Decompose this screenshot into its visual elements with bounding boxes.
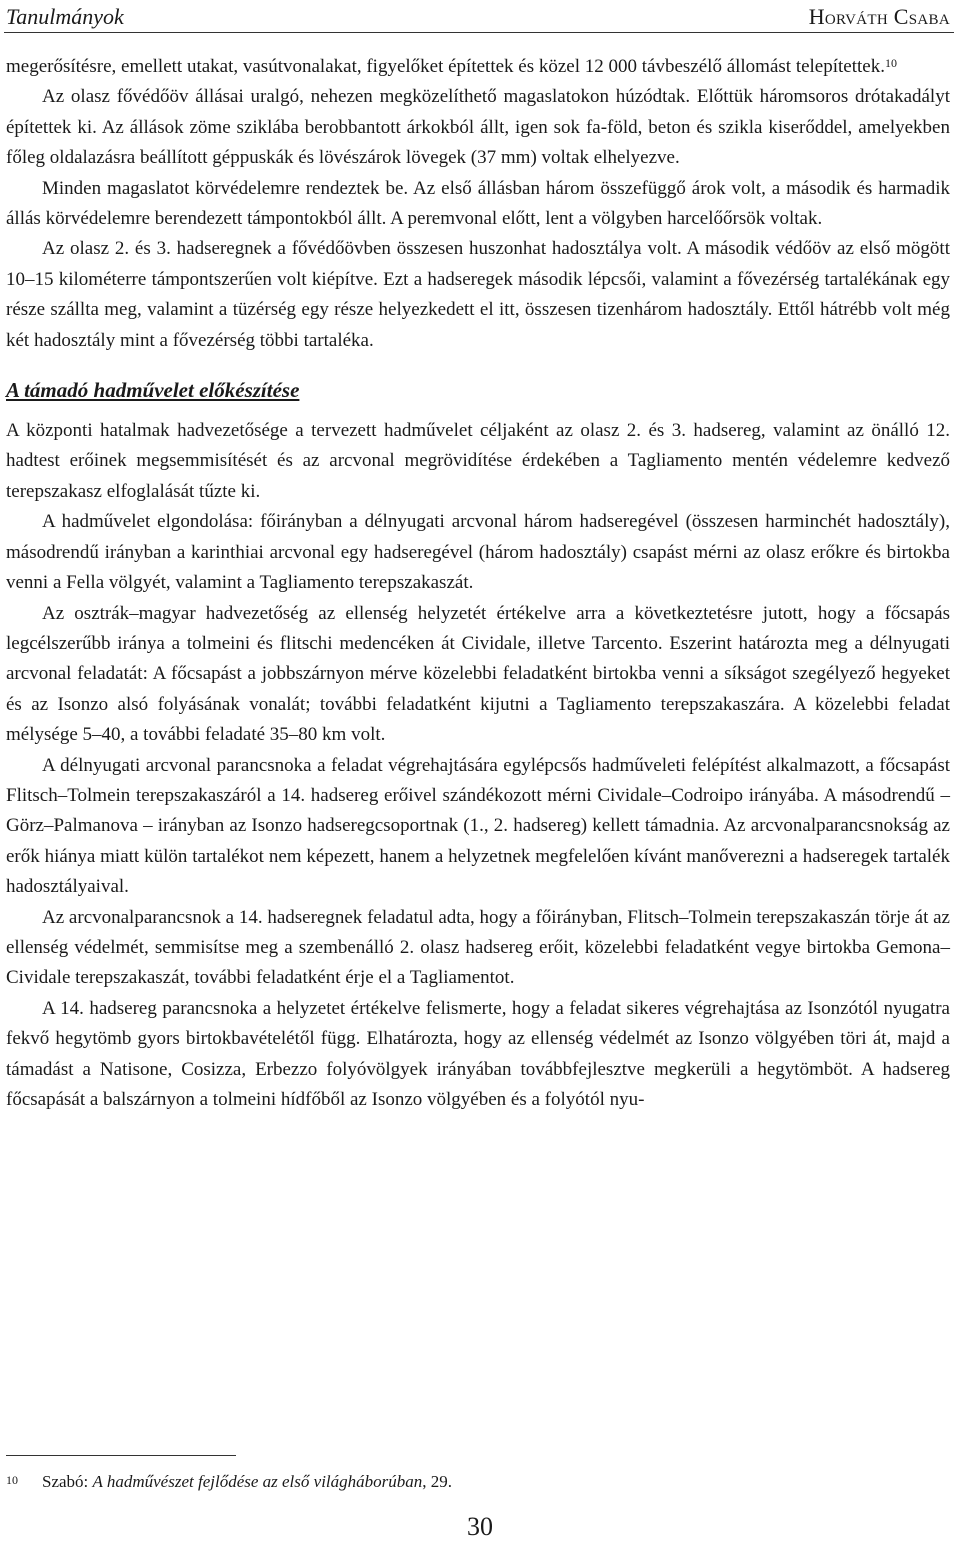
running-head-author: Horváth Csaba [808,4,950,29]
paragraph: Az arcvonalparancsnok a 14. hadseregnek feladatul adta, hogy a főirányban, Flitsch–Tolmein terepszakaszán törje át az ellenség védelmét, semmisítse meg a szembenálló 2. olasz hadsereg erőit, közelebbi feladatként vegye birtokba Gemona–Cividale terepszakaszát, további feladatként érje el a Tagliamentot. [6,906,950,989]
page-number: 30 [467,1512,493,1541]
footnote-page: , 29. [422,1472,453,1491]
footnote-author: Szabó: [42,1472,93,1491]
running-head [6,0,950,30]
paragraph: Az olasz fővédőöv állásai uralgó, nehezen megközelíthető magaslatokon húzódtak. Előttük háromsoros drótakadályt építettek ki. Az állások zöme sziklába berobbantott árkokból állt, igen sok fa-föld, beton és szikla kiserőddel, amelyekben főleg oldalazásra beállított géppuskák és lövészárok lövegek (37 mm) voltak elhelyezve. [6,86,950,169]
footnote [6,1470,906,1494]
paragraph [6,52,950,82]
paragraph: A délnyugati arcvonal parancsnoka a feladat végrehajtására egylépcsős hadműveleti felépítést alkalmazott, a főcsapást Flitsch–Tolmein terepszakaszáról a 14. hadsereg erőivel szándékozott mérni Cividale–Codroipo irányába. A másodrendű – Görz–Palmanova – irányban az Isonzo hadseregcsoportnak (1., 2. hadsereg) kellett támadnia. Az arcvonalparancsnokság az erők hiánya miatt külön tartalékot nem képezett, hanem a helyzetnek megfelelően kívánt manőverezni a hadseregek tartalék hadosztályaival. [6,754,950,898]
footnote-text [42,1470,452,1494]
paragraph: Az osztrák–magyar hadvezetőség az ellenség helyzetét értékelve arra a következtetésre jutott, hogy a főcsapás legcélszerűbb iránya a tolmeini és flitschi medencéken át Cividale, illetve Tarcento. Eszerint határozta meg a délnyugati arcvonal feladatát: A főcsapást a jobbszárnyon mérve közelebbi feladatként birtokba venni a síkságot szegélyező hegyeket és az Isonzo alsó folyásának vonalát; további feladatként kijutni a Tagliamento terepszakaszára. A közelebbi feladat mélysége 5–40, a további feladaté 35–80 km volt. [6,602,950,746]
section-heading: A támadó hadművelet előkészítése [6,378,300,403]
paragraph: Az olasz 2. és 3. hadseregnek a fővédőövben összesen huszonhat hadosztálya volt. A második védőöv az első mögött 10–15 kilométerre támpontszerűen volt kiépítve. Ezt a hadseregek második lépcsői, valamint a fővezérség tartalékának egy része szállta meg, valamint a tüzérség egy része helyezkedett el itt, összesen tizenhárom hadosztály. Ettől hátrébb volt még két hadosztály mint a fővezérség többi tartaléka. [6,238,950,351]
paragraph-text: megerősítésre, emellett utakat, vasútvonalakat, figyelőket építettek és közel 12 000 távbeszélő állomást telepítettek. [6,56,885,77]
paragraph: Minden magaslatot körvédelemre rendeztek be. Az első állásban három összefüggő árok volt, a második és harmadik állás körvédelemre berendezett támpontokból állt. A peremvonal előtt, lent a völgyben harcelőőrsök voltak. [6,177,950,230]
footnote-number: 10 [6,1473,18,1487]
running-head-section: Tanulmányok [6,4,124,29]
body-text [6,52,950,1115]
header-rule [4,32,954,33]
paragraph: A központi hatalmak hadvezetősége a tervezett hadművelet céljaként az olasz 2. és 3. hadsereg, valamint az önálló 12. hadtest erőinek megsemmisítését és az arcvonal megrövidítése érdekében a Tagliamento mentén védelemre kedvező terepszakasz elfoglalását tűzte ki. [6,420,950,502]
footnote-title: A hadművészet fejlődése az első világháborúban [92,1472,423,1491]
footnote-reference[interactable]: 10 [884,56,897,70]
footnote-rule [6,1455,236,1456]
paragraph: A 14. hadsereg parancsnoka a helyzetet értékelve felismerte, hogy a feladat sikeres végrehajtása az Isonzótól nyugatra fekvő hegytömb gyors birtokbavételétől függ. Elhatározta, hogy az ellenség védelmét az Isonzo völgyében töri át, majd a támadást a Natisone, Cosizza, Erbezzo folyóvölgyek irányában továbbfejlesztve megkerüli a hegytömböt. A hadsereg főcsapását a balszárnyon a tolmeini hídfőből az Isonzo völgyében és a folyótól nyu- [6,997,950,1110]
paragraph: A hadművelet elgondolása: főirányban a délnyugati arcvonal három hadseregével (összesen harminchét hadosztály), másodrendű irányban a karinthiai arcvonal egy hadseregével (három hadosztály) csapást mérni az olasz erőkre és birtokba venni a Fella völgyét, valamint a Tagliamento terepszakaszát. [6,511,950,594]
